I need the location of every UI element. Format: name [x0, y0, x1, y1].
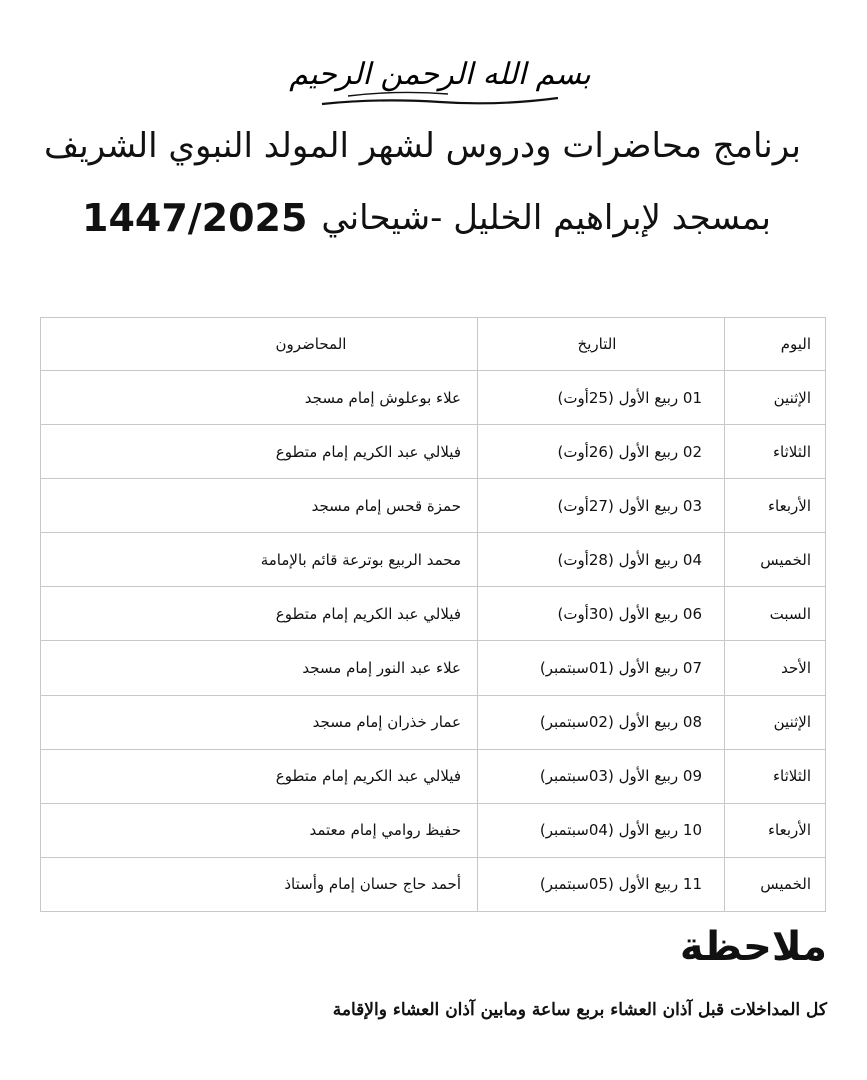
- table-row: [41, 695, 826, 749]
- note-text: كل المداخلات قبل آذان العشاء بربع ساعة ومابين آذان العشاء والإقامة: [332, 1000, 827, 1020]
- date-cell: 04 ربيع الأول (28أوت): [478, 533, 725, 587]
- day-cell: الخميس: [725, 857, 826, 911]
- table-row: [41, 479, 826, 533]
- mosque-subtitle: بمسجد لإبراهيم الخليل -شيحاني: [321, 198, 771, 238]
- header-day: اليوم: [725, 318, 826, 371]
- page-title: برنامج محاضرات ودروس لشهر المولد النبوي الشريف: [44, 126, 801, 166]
- date-cell: 06 ربيع الأول (30أوت): [478, 587, 725, 641]
- date-cell: 08 ربيع الأول (02سبتمبر): [478, 695, 725, 749]
- table-row: [41, 641, 826, 695]
- date-cell: 03 ربيع الأول (27أوت): [478, 479, 725, 533]
- date-cell: 09 ربيع الأول (03سبتمبر): [478, 749, 725, 803]
- day-cell: الأحد: [725, 641, 826, 695]
- date-cell: 02 ربيع الأول (26أوت): [478, 425, 725, 479]
- day-cell: الأربعاء: [725, 803, 826, 857]
- header-date: التاريخ: [478, 318, 725, 371]
- schedule-table: [40, 317, 826, 912]
- table-row: [41, 425, 826, 479]
- table-row: [41, 371, 826, 425]
- table-header-row: [41, 318, 826, 371]
- lecturer-cell: علاء بوعلوش إمام مسجد: [41, 371, 478, 425]
- year-label: 1447/2025: [82, 196, 308, 240]
- day-cell: الثلاثاء: [725, 749, 826, 803]
- day-cell: الثلاثاء: [725, 425, 826, 479]
- lecturer-cell: فيلالي عبد الكريم إمام متطوع: [41, 749, 478, 803]
- lecturer-cell: فيلالي عبد الكريم إمام متطوع: [41, 425, 478, 479]
- note-heading: ملاحظة: [679, 924, 827, 970]
- date-cell: 07 ربيع الأول (01سبتمبر): [478, 641, 725, 695]
- lecturer-cell: فيلالي عبد الكريم إمام متطوع: [41, 587, 478, 641]
- date-cell: 01 ربيع الأول (25أوت): [478, 371, 725, 425]
- day-cell: الإثنين: [725, 371, 826, 425]
- day-cell: الأربعاء: [725, 479, 826, 533]
- table-row: [41, 749, 826, 803]
- date-cell: 10 ربيع الأول (04سبتمبر): [478, 803, 725, 857]
- table-row: [41, 533, 826, 587]
- lecturer-cell: محمد الربيع بوترعة قائم بالإمامة: [41, 533, 478, 587]
- lecturer-cell: أحمد حاج حسان إمام وأستاذ: [41, 857, 478, 911]
- lecturer-cell: علاء عبد النور إمام مسجد: [41, 641, 478, 695]
- lecturer-cell: عمار خذران إمام مسجد: [41, 695, 478, 749]
- day-cell: الإثنين: [725, 695, 826, 749]
- day-cell: السبت: [725, 587, 826, 641]
- table-row: [41, 803, 826, 857]
- table-row: [41, 587, 826, 641]
- day-cell: الخميس: [725, 533, 826, 587]
- lecturer-cell: حمزة قحس إمام مسجد: [41, 479, 478, 533]
- header-lecturers: المحاضرون: [41, 318, 478, 371]
- date-cell: 11 ربيع الأول (05سبتمبر): [478, 857, 725, 911]
- lecturer-cell: حفيظ روامي إمام معتمد: [41, 803, 478, 857]
- basmala-text: بسم الله الرحمن الرحيم: [289, 57, 591, 92]
- basmala-calligraphy: [289, 40, 591, 112]
- table-row: [41, 857, 826, 911]
